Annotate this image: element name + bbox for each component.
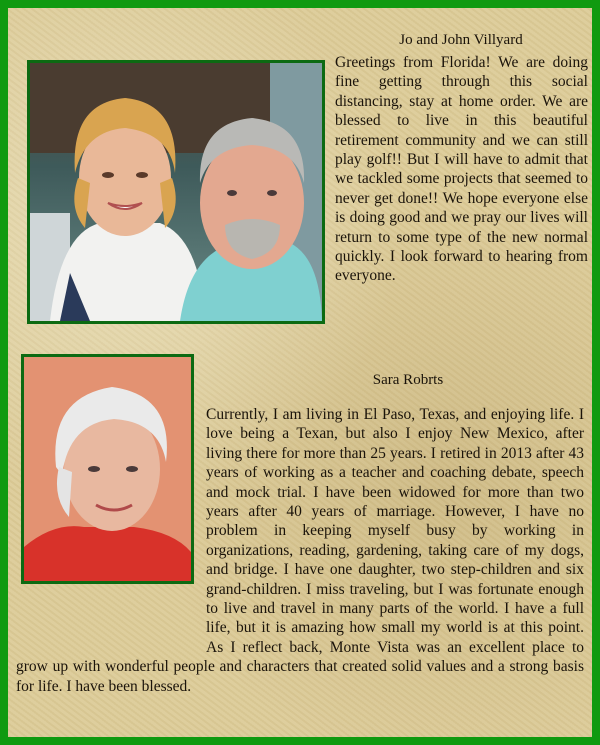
- entry-text: Currently, I am living in El Paso, Texas, and enjoying life. I love being a Texan, but also I enjoy New Mexico, after living there for more than 25 years. I retired in 2013 after 43 years of working as a teacher and coaching debate, speech and mock trial. I have been widowed for more than two years after 40 years of marriage. However, I have no problem in keeping myself busy by working in organizations, reading, gardening, taking care of my dogs, and bridge. I have one daughter, two step-children and six grand-children. I miss traveling, but I was fortunate enough to live and travel in many parts of the world. I have a full life, but it is amazing how small my world is at this point. As I reflect back, Monte Vista was an excellent place to grow up with wonderful people and characters that created solid values and a strong basis for life. I have been blessed.: [16, 406, 584, 695]
- entry-name: Jo and John Villyard: [399, 32, 523, 48]
- entry-villyard: [8, 8, 592, 348]
- entry-robrts: [8, 348, 592, 737]
- entry-text-wrap: [8, 405, 592, 696]
- couple-photo-icon: [27, 60, 325, 324]
- photo-spacer: [8, 405, 206, 655]
- entry-text: Greetings from Florida! We are doing fine getting through this social distancing, stay at home order. We are blessed to live in this beautiful retirement community and we can still play golf!! But I will have to admit that we tackled some projects that seemed to never get done!! We hope everyone else is doing good and we pray our lives will return to some type of the new normal quickly. I look forward to hearing from everyone.: [335, 54, 588, 285]
- newsletter-page: [8, 8, 592, 737]
- entry-name: Sara Robrts: [372, 372, 444, 388]
